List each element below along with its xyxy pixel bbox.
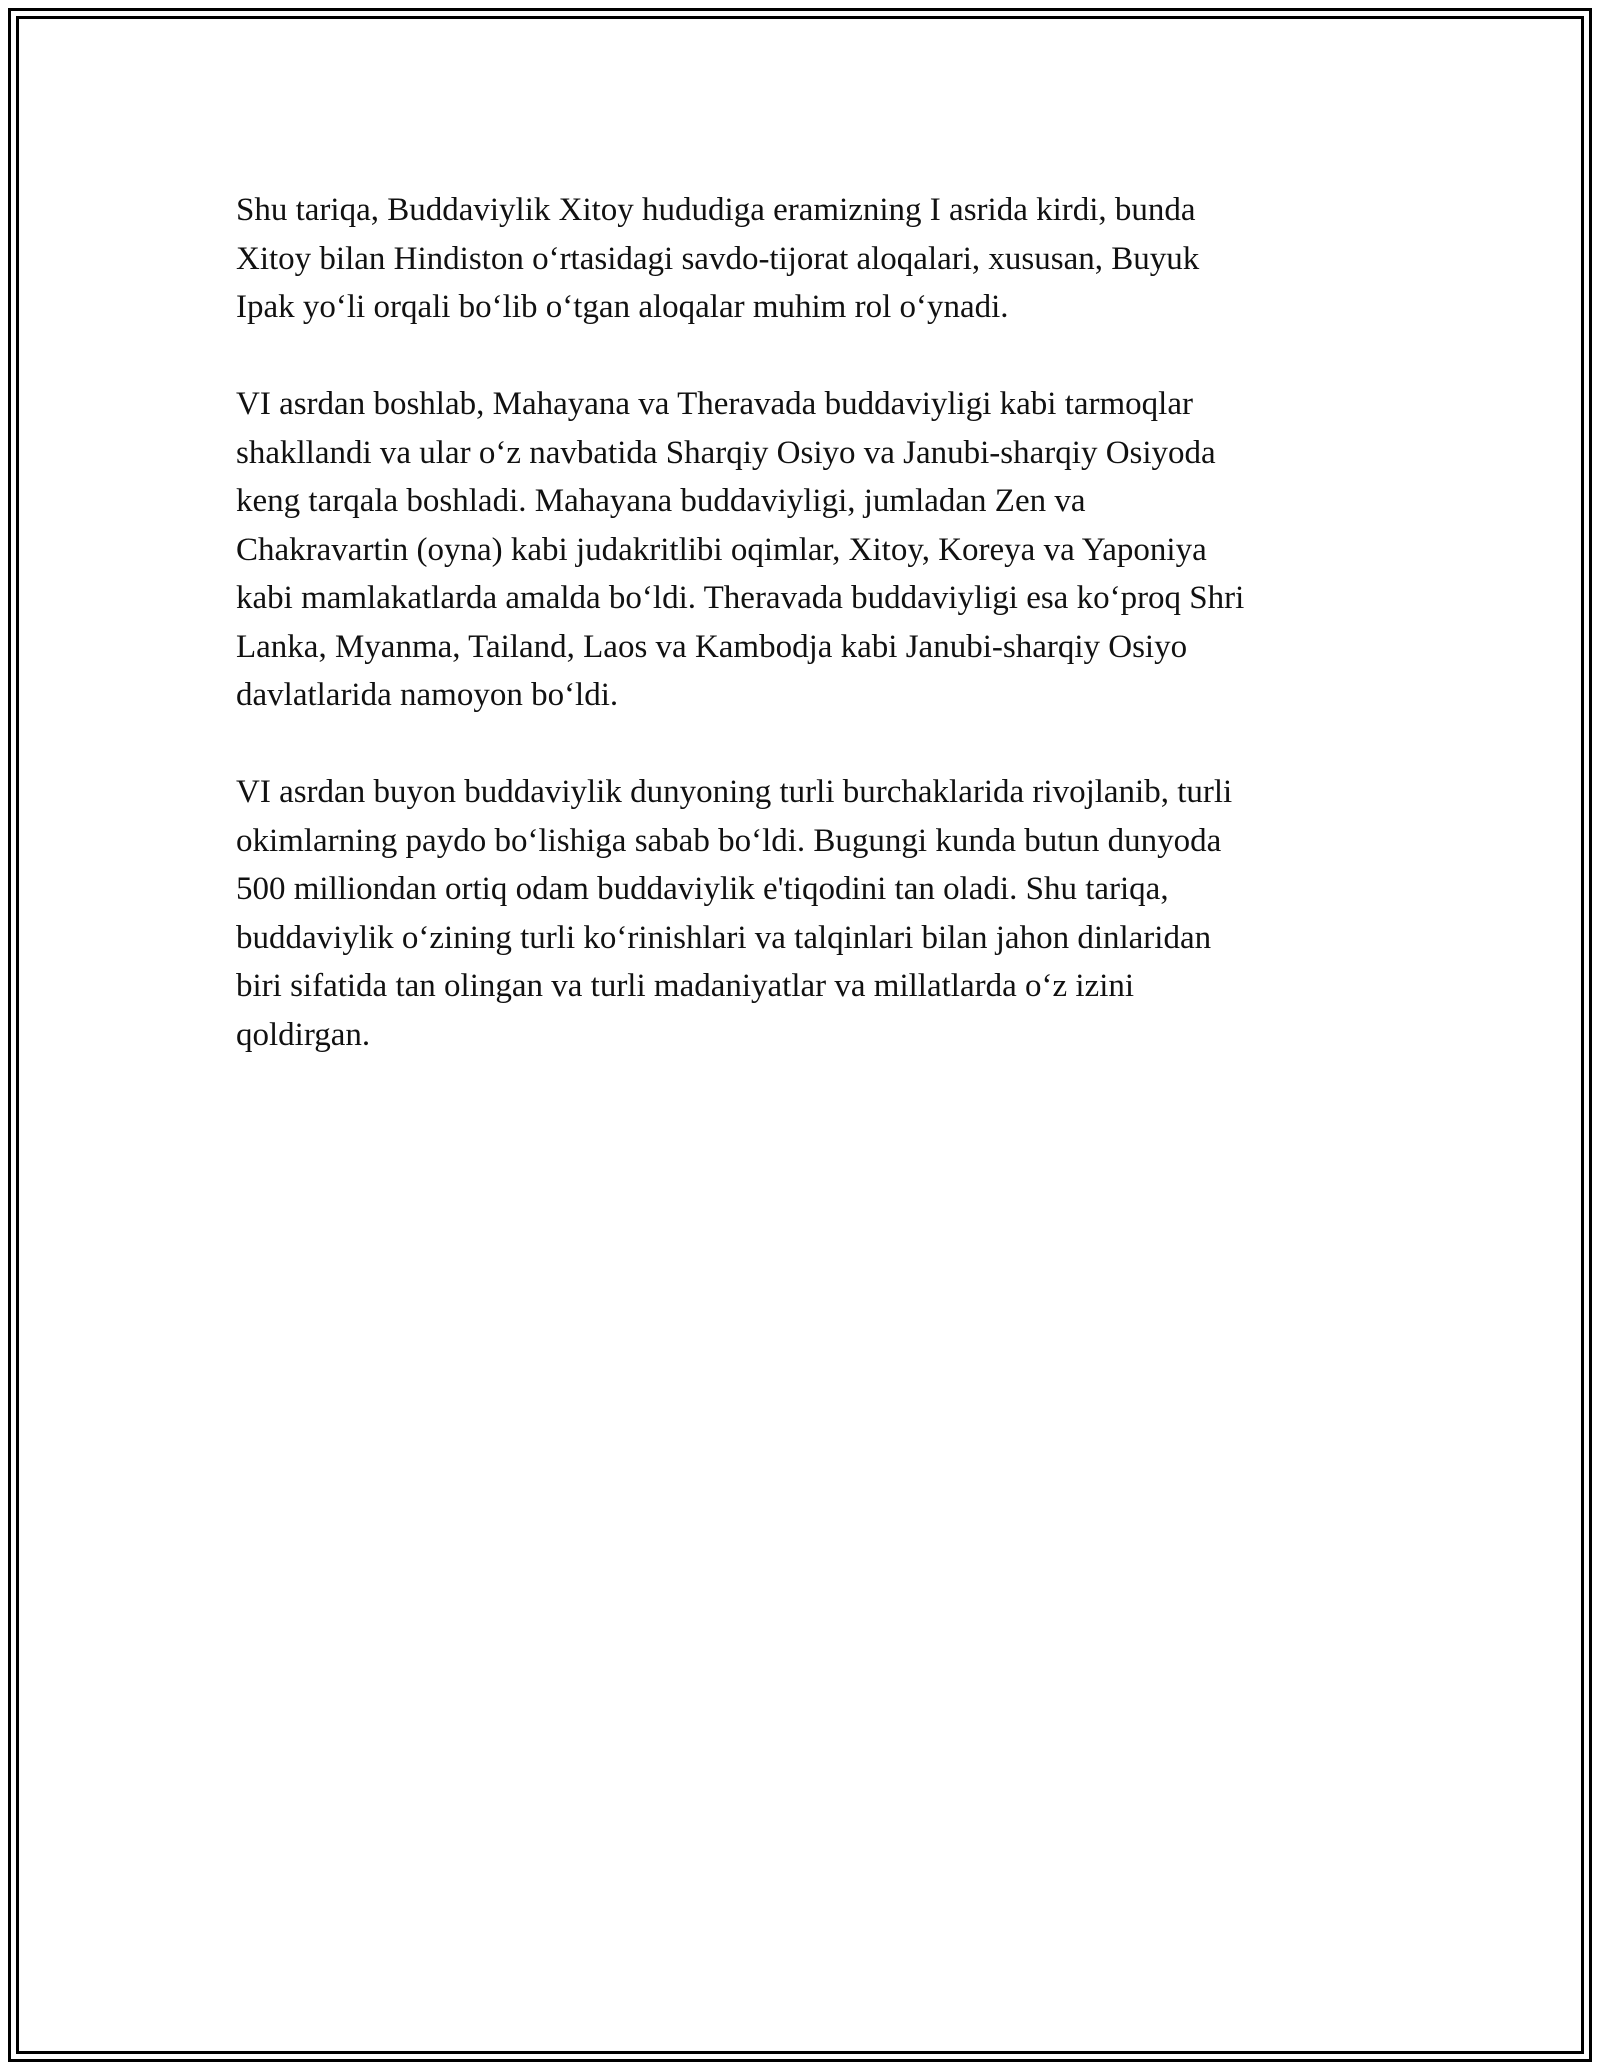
paragraph-line: Shu tariqa, Buddaviylik Xitoy hududiga eramizning I asrida kirdi, bunda (236, 192, 1196, 228)
paragraph-line: Lanka, Myanma, Tailand, Laos va Kambodja kabi Janubi-sharqiy Osiyo (236, 628, 1188, 665)
paragraph-line: 500 milliondan ortiq odam buddaviylik e'tiqodini tan oladi. Shu tariqa, (236, 871, 1169, 907)
paragraph-line: okimlarning paydo bo‘lishiga sabab bo‘ldi. Bugungi kunda butun dunyoda (236, 822, 1222, 859)
paragraph-line: davlatlarida namoyon bo‘ldi. (236, 677, 619, 713)
paragraph-line: shakllandi va ular o‘z navbatida Sharqiy Osiyo va Janubi-sharqiy Osiyoda (236, 434, 1216, 471)
paragraph-line: kabi mamlakatlarda amalda bo‘ldi. Theravada buddaviyligi esa ko‘proq Shri (236, 580, 1245, 616)
paragraph-line: keng tarqala boshladi. Mahayana buddaviyligi, jumladan Zen va (236, 483, 1086, 519)
paragraph-line: Chakravartin (oyna) kabi judakritlibi oqimlar, Xitoy, Koreya va Yaponiya (236, 531, 1207, 568)
paragraph-line: Xitoy bilan Hindiston o‘rtasidagi savdo-tijorat aloqalari, xususan, Buyuk (236, 240, 1200, 277)
paragraph-line: buddaviylik o‘zining turli ko‘rinishlari va talqinlari bilan jahon dinlaridan (236, 919, 1212, 956)
paragraph-line: VI asrdan buyon buddaviylik dunyoning turli burchaklarida rivojlanib, turli (236, 774, 1233, 810)
paragraph-1 (236, 186, 1376, 332)
paragraph-line: biri sifatida tan olingan va turli madaniyatlar va millatlarda o‘z izini (236, 968, 1135, 1004)
paragraph-2 (236, 380, 1376, 720)
paragraph-3 (236, 768, 1376, 1059)
paragraph-line: Ipak yo‘li orqali bo‘lib o‘tgan aloqalar muhim rol o‘ynadi. (236, 289, 1009, 325)
paragraph-line: VI asrdan boshlab, Mahayana va Theravada buddaviyligi kabi tarmoqlar (236, 386, 1193, 422)
paragraph-line: qoldirgan. (236, 1016, 371, 1053)
document-body (236, 186, 1376, 1108)
